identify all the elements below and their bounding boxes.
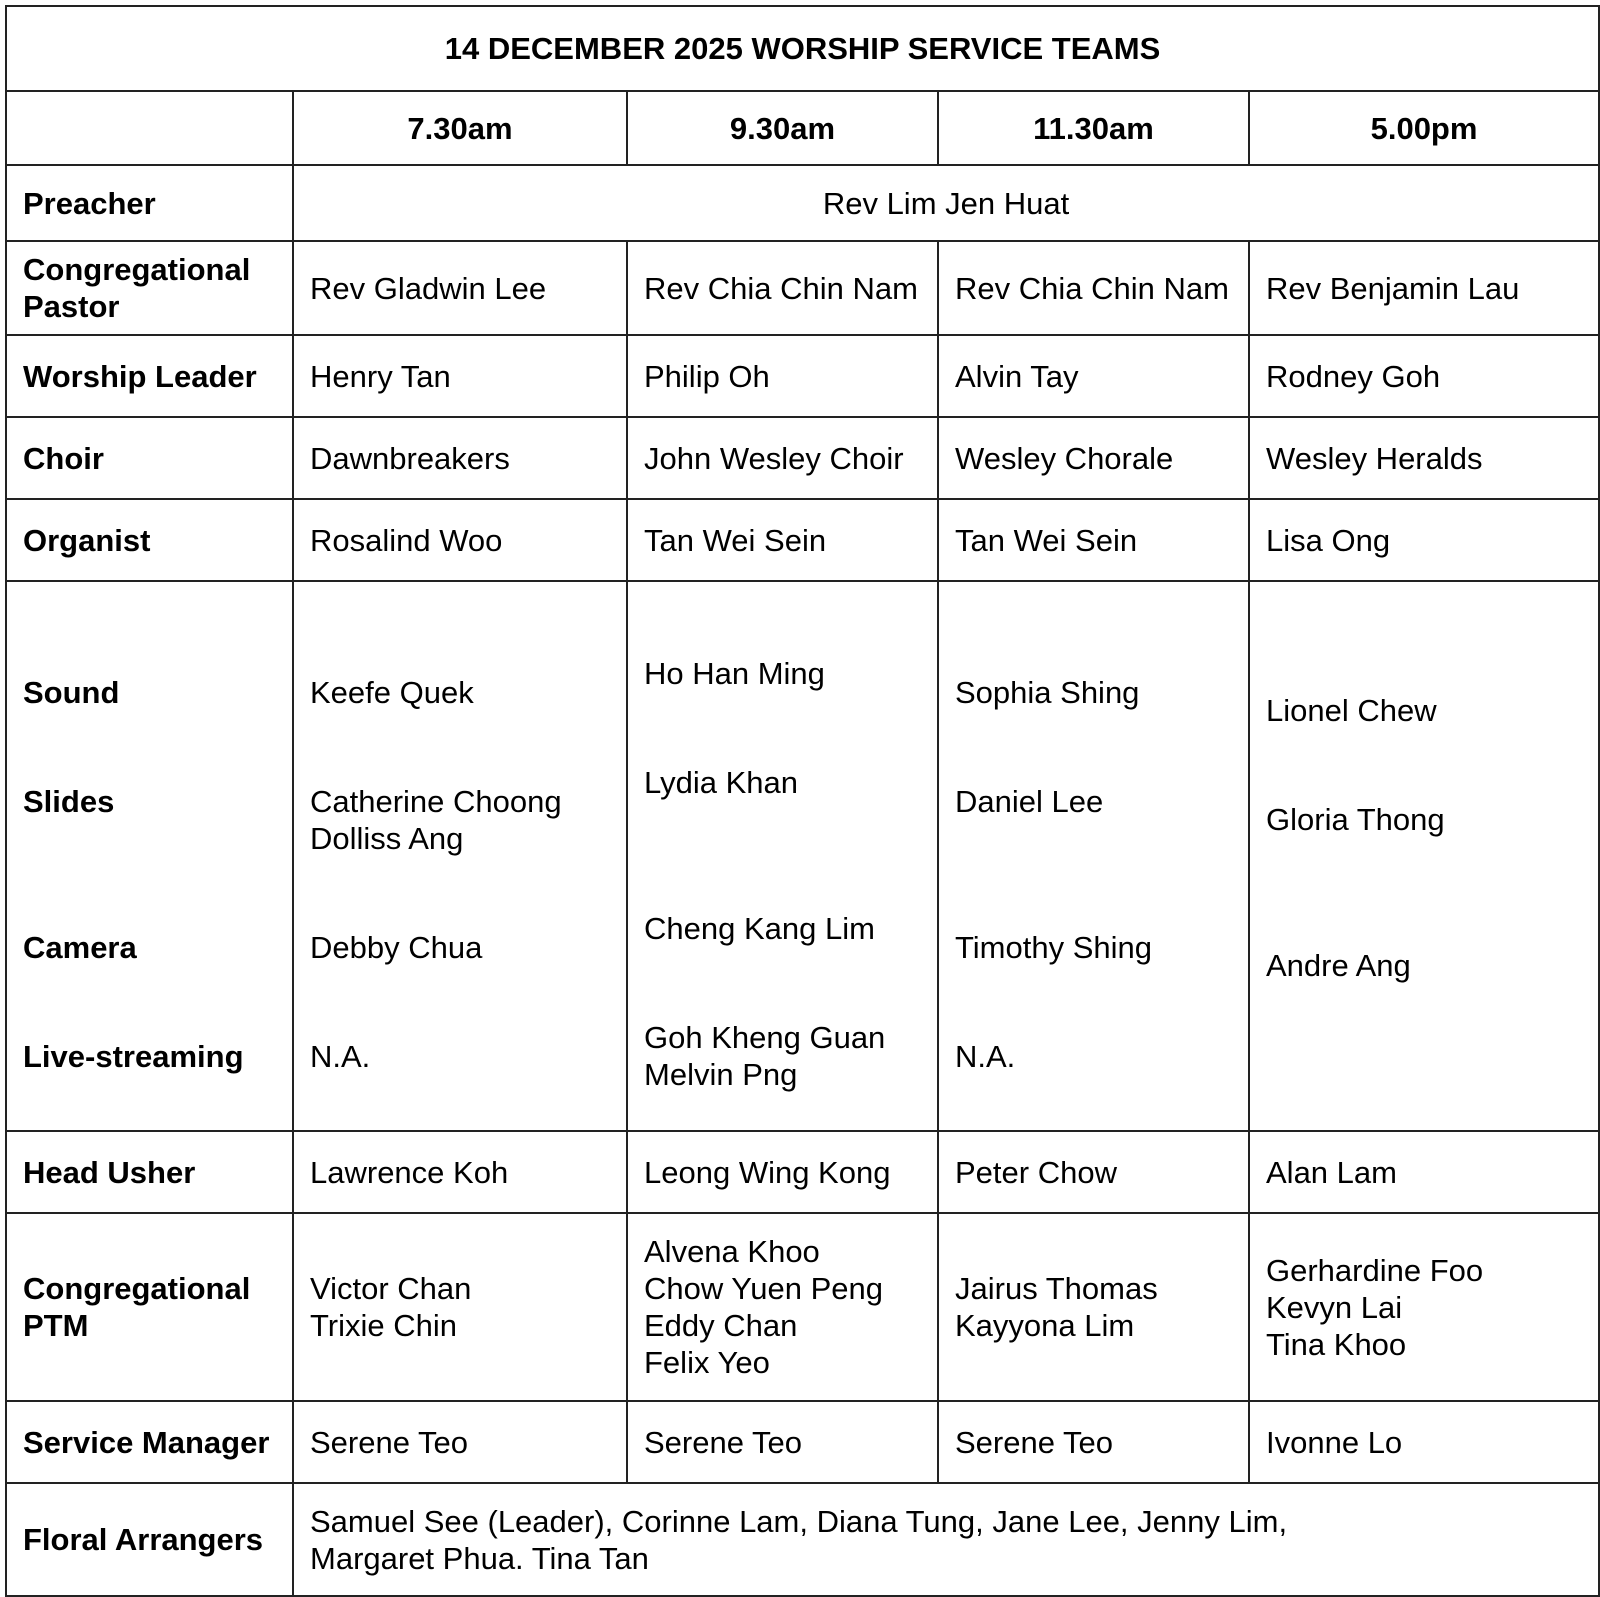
media-role-labels <box>6 581 293 1131</box>
media-team-1130 <box>938 581 1249 1131</box>
organist-row <box>6 499 1599 581</box>
choir-1700: Wesley Heralds <box>1249 417 1599 499</box>
role-label-sound: Sound <box>23 674 120 710</box>
role-label-congregational-pastor: Congregational Pastor <box>6 241 293 335</box>
role-label-choir: Choir <box>6 417 293 499</box>
service-manager-row <box>6 1401 1599 1483</box>
worship-leader-1700: Rodney Goh <box>1249 335 1599 417</box>
camera-0930: Cheng Kang Lim <box>644 911 875 946</box>
table-title: 14 DECEMBER 2025 WORSHIP SERVICE TEAMS <box>6 6 1599 91</box>
organist-0730: Rosalind Woo <box>293 499 627 581</box>
role-label-worship-leader: Worship Leader <box>6 335 293 417</box>
congregational-ptm-1700: Gerhardine Foo Kevyn Lai Tina Khoo <box>1249 1213 1599 1401</box>
organist-1700: Lisa Ong <box>1249 499 1599 581</box>
congregational-pastor-0730: Rev Gladwin Lee <box>293 241 627 335</box>
media-team-0730 <box>293 581 627 1131</box>
corner-cell <box>6 91 293 165</box>
time-header-0730: 7.30am <box>293 91 627 165</box>
role-label-congregational-ptm: Congregational PTM <box>6 1213 293 1401</box>
choir-0730: Dawnbreakers <box>293 417 627 499</box>
floral-arrangers-value: Samuel See (Leader), Corinne Lam, Diana Tung, Jane Lee, Jenny Lim, Margaret Phua. Tina Tan <box>293 1483 1599 1596</box>
worship-service-teams-table <box>5 5 1600 1597</box>
service-manager-0930: Serene Teo <box>627 1401 938 1483</box>
service-manager-1700: Ivonne Lo <box>1249 1401 1599 1483</box>
head-usher-1130: Peter Chow <box>938 1131 1249 1213</box>
head-usher-0730: Lawrence Koh <box>293 1131 627 1213</box>
congregational-ptm-0730: Victor Chan Trixie Chin <box>293 1213 627 1401</box>
congregational-pastor-1700: Rev Benjamin Lau <box>1249 241 1599 335</box>
role-label-camera: Camera <box>23 929 137 965</box>
congregational-pastor-0930: Rev Chia Chin Nam <box>627 241 938 335</box>
service-times-row <box>6 91 1599 165</box>
sound-0730: Keefe Quek <box>310 674 474 710</box>
service-manager-1130: Serene Teo <box>938 1401 1249 1483</box>
organist-0930: Tan Wei Sein <box>627 499 938 581</box>
floral-arrangers-row <box>6 1483 1599 1596</box>
role-label-livestreaming: Live-streaming <box>23 1038 244 1074</box>
role-label-organist: Organist <box>6 499 293 581</box>
choir-1130: Wesley Chorale <box>938 417 1249 499</box>
head-usher-1700: Alan Lam <box>1249 1131 1599 1213</box>
sound-1130: Sophia Shing <box>955 674 1140 710</box>
livestreaming-0930: Goh Kheng Guan Melvin Png <box>644 1020 886 1092</box>
worship-leader-row <box>6 335 1599 417</box>
worship-leader-0730: Henry Tan <box>293 335 627 417</box>
congregational-pastor-row <box>6 241 1599 335</box>
congregational-ptm-row <box>6 1213 1599 1401</box>
choir-row <box>6 417 1599 499</box>
camera-1130: Timothy Shing <box>955 929 1152 965</box>
time-header-1700: 5.00pm <box>1249 91 1599 165</box>
head-usher-0930: Leong Wing Kong <box>627 1131 938 1213</box>
head-usher-row <box>6 1131 1599 1213</box>
livestreaming-1130: N.A. <box>955 1038 1016 1074</box>
service-manager-0730: Serene Teo <box>293 1401 627 1483</box>
slides-0730: Catherine Choong Dolliss Ang <box>310 783 562 856</box>
role-label-slides: Slides <box>23 783 115 819</box>
sound-1700: Lionel Chew <box>1266 693 1437 728</box>
slides-0930: Lydia Khan <box>644 765 798 800</box>
role-label-floral-arrangers: Floral Arrangers <box>6 1483 293 1596</box>
congregational-ptm-1130: Jairus Thomas Kayyona Lim <box>938 1213 1249 1401</box>
livestreaming-0730: N.A. <box>310 1038 371 1074</box>
worship-leader-0930: Philip Oh <box>627 335 938 417</box>
slides-1130: Daniel Lee <box>955 783 1104 819</box>
media-team-row <box>6 581 1599 1131</box>
preacher-row <box>6 165 1599 241</box>
role-label-service-manager: Service Manager <box>6 1401 293 1483</box>
slides-1700: Gloria Thong <box>1266 802 1445 837</box>
congregational-pastor-1130: Rev Chia Chin Nam <box>938 241 1249 335</box>
time-header-1130: 11.30am <box>938 91 1249 165</box>
sound-0930: Ho Han Ming <box>644 656 825 691</box>
role-label-head-usher: Head Usher <box>6 1131 293 1213</box>
role-label-preacher: Preacher <box>6 165 293 241</box>
media-team-0930 <box>627 581 938 1131</box>
congregational-ptm-0930: Alvena Khoo Chow Yuen Peng Eddy Chan Felix Yeo <box>627 1213 938 1401</box>
organist-1130: Tan Wei Sein <box>938 499 1249 581</box>
worship-leader-1130: Alvin Tay <box>938 335 1249 417</box>
preacher-value: Rev Lim Jen Huat <box>293 165 1599 241</box>
title-row <box>6 6 1599 91</box>
choir-0930: John Wesley Choir <box>627 417 938 499</box>
camera-0730: Debby Chua <box>310 929 483 965</box>
time-header-0930: 9.30am <box>627 91 938 165</box>
camera-1700: Andre Ang <box>1266 948 1411 983</box>
media-team-1700 <box>1249 581 1599 1131</box>
